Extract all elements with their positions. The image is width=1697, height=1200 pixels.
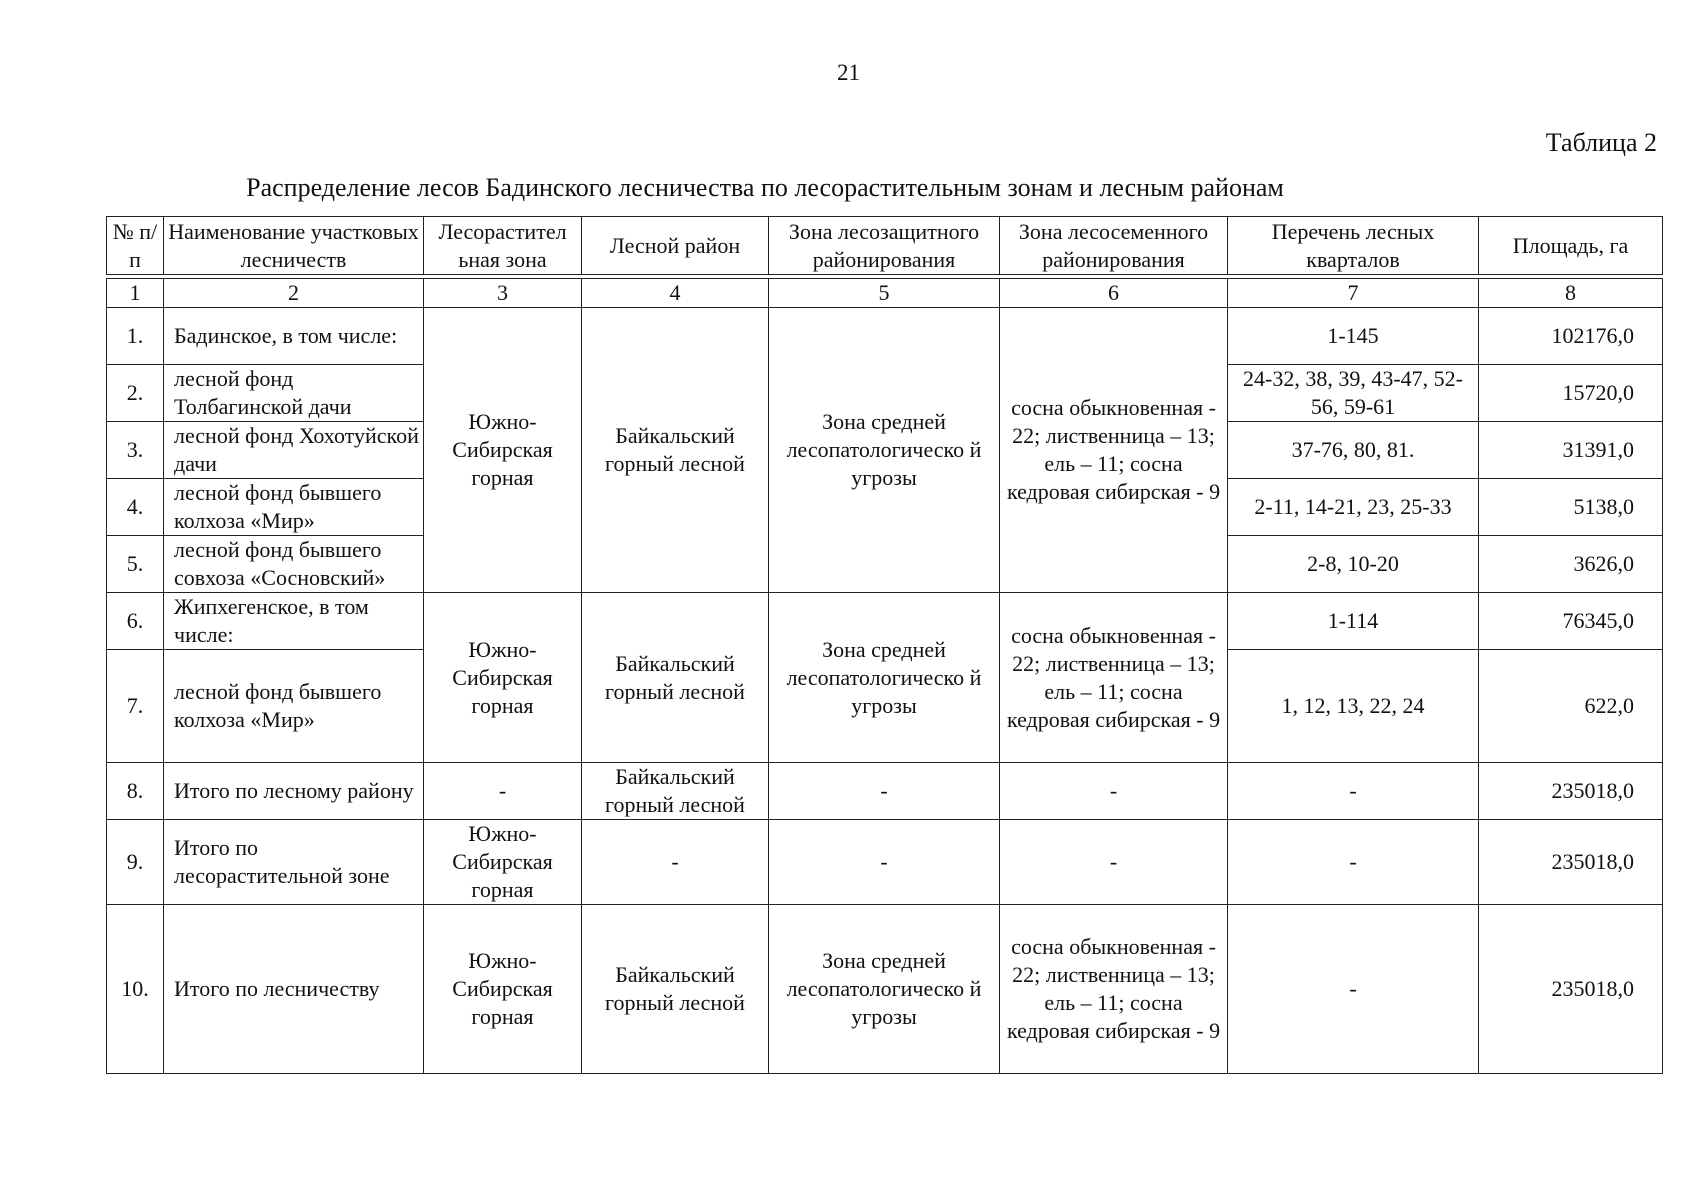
group-seed-cell: сосна обыкновенная - 22; лиственница – 13; ель – 11; сосна кедровая сибирская - 9	[1000, 593, 1228, 763]
table-row	[107, 763, 1663, 820]
row-number: 4.	[107, 479, 164, 536]
row-protect: -	[769, 820, 1000, 905]
header-cell-name: Наименование участковых лесничеств	[164, 217, 424, 275]
row-area: 102176,0	[1479, 308, 1663, 365]
header-cell-num: № п/п	[107, 217, 164, 275]
row-area: 76345,0	[1479, 593, 1663, 650]
row-area: 31391,0	[1479, 422, 1663, 479]
col-number-cell: 8	[1479, 279, 1663, 308]
header-cell-protect: Зона лесозащитного районирования	[769, 217, 1000, 275]
row-area: 235018,0	[1479, 905, 1663, 1074]
row-number: 7.	[107, 650, 164, 763]
col-number-cell: 1	[107, 279, 164, 308]
table-title: Распределение лесов Бадинского лесничества по лесорастительным зонам и лесным районам	[246, 173, 1284, 202]
row-district: -	[582, 820, 769, 905]
row-seed: -	[1000, 820, 1228, 905]
page-number: 21	[837, 60, 860, 85]
row-area: 3626,0	[1479, 536, 1663, 593]
row-number: 9.	[107, 820, 164, 905]
row-quarters: 1-145	[1228, 308, 1479, 365]
group-seed-cell: сосна обыкновенная - 22; лиственница – 13; ель – 11; сосна кедровая сибирская - 9	[1000, 308, 1228, 593]
header-cell-area: Площадь, га	[1479, 217, 1663, 275]
row-quarters: 24-32, 38, 39, 43-47, 52-56, 59-61	[1228, 365, 1479, 422]
col-number-cell: 7	[1228, 279, 1479, 308]
col-number-cell: 6	[1000, 279, 1228, 308]
row-name: Жипхегенское, в том числе:	[164, 593, 424, 650]
header-cell-quarters: Перечень лесных кварталов	[1228, 217, 1479, 275]
col-number-cell: 3	[424, 279, 582, 308]
row-name: лесной фонд Толбагинской дачи	[164, 365, 424, 422]
row-name: лесной фонд бывшего колхоза «Мир»	[164, 650, 424, 763]
row-name: лесной фонд бывшего колхоза «Мир»	[164, 479, 424, 536]
group-district-cell: Байкальский горный лесной	[582, 308, 769, 593]
group-zone-cell: Южно-Сибирская горная	[424, 308, 582, 593]
row-quarters: 1, 12, 13, 22, 24	[1228, 650, 1479, 763]
row-name: Итого по лесорастительной зоне	[164, 820, 424, 905]
row-area: 235018,0	[1479, 763, 1663, 820]
group-protect-cell: Зона средней лесопатологическо й угрозы	[769, 593, 1000, 763]
row-seed: сосна обыкновенная - 22; лиственница – 13; ель – 11; сосна кедровая сибирская - 9	[1000, 905, 1228, 1074]
row-quarters: -	[1228, 763, 1479, 820]
row-number: 8.	[107, 763, 164, 820]
table-row	[107, 593, 1663, 650]
row-quarters: -	[1228, 905, 1479, 1074]
row-quarters: 37-76, 80, 81.	[1228, 422, 1479, 479]
row-name: лесной фонд бывшего совхоза «Сосновский»	[164, 536, 424, 593]
col-number-cell: 2	[164, 279, 424, 308]
row-number: 2.	[107, 365, 164, 422]
col-number-cell: 5	[769, 279, 1000, 308]
row-seed: -	[1000, 763, 1228, 820]
column-number-row	[107, 279, 1663, 308]
group-protect-cell: Зона средней лесопатологическо й угрозы	[769, 308, 1000, 593]
group-zone-cell: Южно-Сибирская горная	[424, 593, 582, 763]
row-number: 5.	[107, 536, 164, 593]
row-name: Итого по лесному району	[164, 763, 424, 820]
row-area: 15720,0	[1479, 365, 1663, 422]
row-area: 235018,0	[1479, 820, 1663, 905]
row-name: Бадинское, в том числе:	[164, 308, 424, 365]
row-area: 5138,0	[1479, 479, 1663, 536]
col-number-cell: 4	[582, 279, 769, 308]
row-protect: Зона средней лесопатологическо й угрозы	[769, 905, 1000, 1074]
row-quarters: -	[1228, 820, 1479, 905]
row-number: 10.	[107, 905, 164, 1074]
row-zone: Южно-Сибирская горная	[424, 905, 582, 1074]
table-row	[107, 308, 1663, 365]
table-label: Таблица 2	[1545, 128, 1657, 157]
row-number: 6.	[107, 593, 164, 650]
row-quarters: 2-11, 14-21, 23, 25-33	[1228, 479, 1479, 536]
row-zone: -	[424, 763, 582, 820]
table-header	[106, 216, 1663, 275]
table-row	[107, 820, 1663, 905]
header-cell-seed: Зона лесосеменного районирования	[1000, 217, 1228, 275]
row-name: Итого по лесничеству	[164, 905, 424, 1074]
row-district: Байкальский горный лесной	[582, 763, 769, 820]
row-area: 622,0	[1479, 650, 1663, 763]
row-district: Байкальский горный лесной	[582, 905, 769, 1074]
row-number: 3.	[107, 422, 164, 479]
row-protect: -	[769, 763, 1000, 820]
header-cell-district: Лесной район	[582, 217, 769, 275]
header-row	[107, 217, 1663, 275]
table-row	[107, 905, 1663, 1074]
header-cell-zone: Лесорастител ьная зона	[424, 217, 582, 275]
data-table	[106, 278, 1663, 1074]
row-name: лесной фонд Хохотуйской дачи	[164, 422, 424, 479]
row-zone: Южно-Сибирская горная	[424, 820, 582, 905]
row-number: 1.	[107, 308, 164, 365]
group-district-cell: Байкальский горный лесной	[582, 593, 769, 763]
row-quarters: 2-8, 10-20	[1228, 536, 1479, 593]
row-quarters: 1-114	[1228, 593, 1479, 650]
